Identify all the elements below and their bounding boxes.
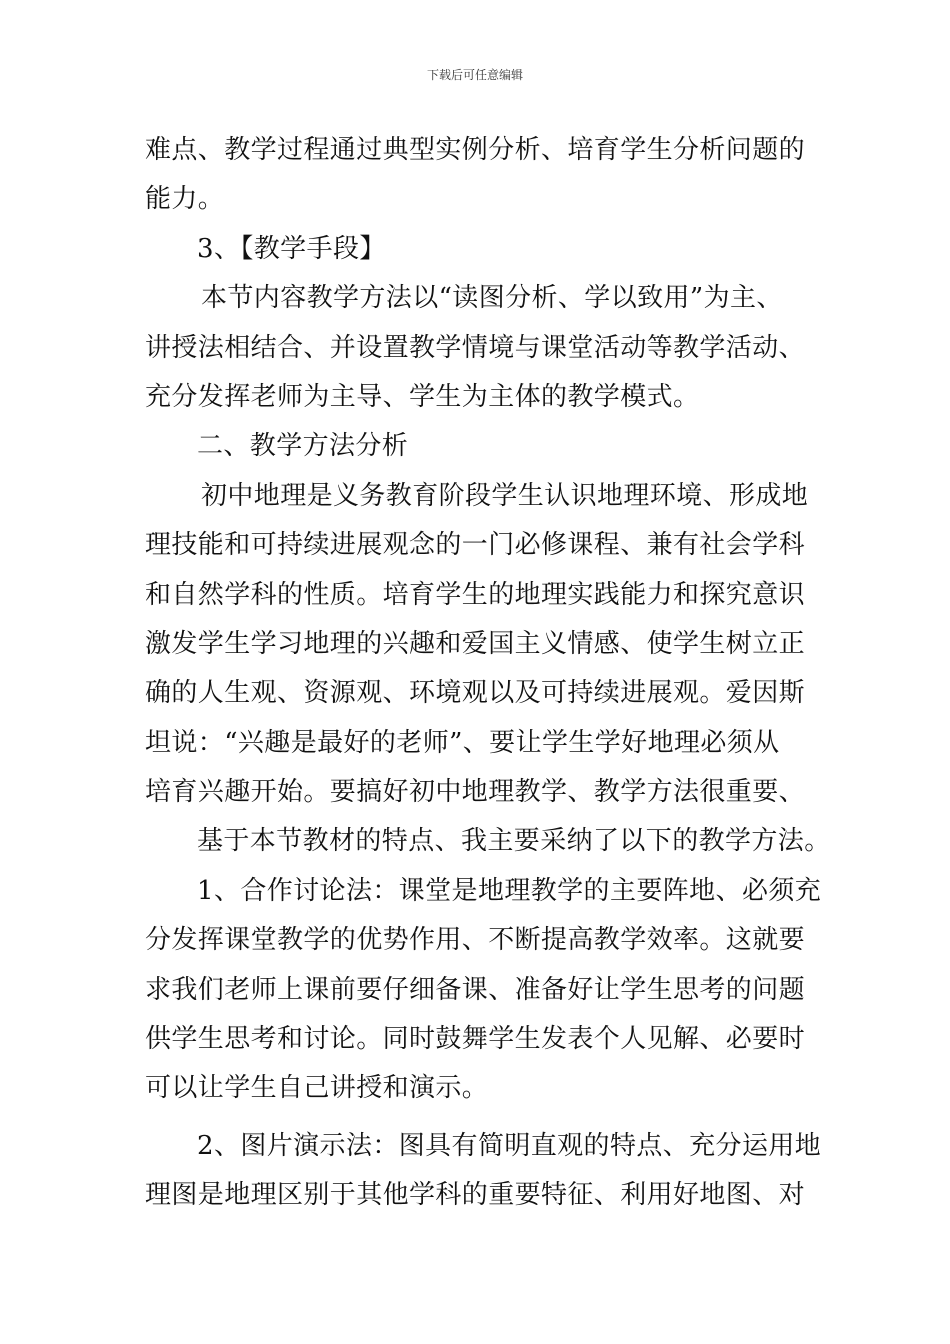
- text-line: 本节内容教学方法以“读图分析、学以致用”为主、: [201, 283, 783, 314]
- text-line: 难点、教学过程通过典型实例分析、培育学生分析问题的: [145, 135, 806, 165]
- text-line: 充分发挥老师为主导、学生为主体的教学模式。: [145, 381, 700, 412]
- text-line: 初中地理是义务教育阶段学生认识地理环境、形成地: [201, 480, 809, 511]
- text-line: 理图是地理区别于其他学科的重要特征、利用好地图、对: [145, 1180, 806, 1211]
- text-line: 供学生思考和讨论。同时鼓舞学生发表个人见解、必要时: [145, 1024, 806, 1055]
- page-header: 下载后可任意编辑: [426, 68, 523, 82]
- document-body: [145, 126, 831, 1221]
- text-line: 可以让学生自己讲授和演示。: [145, 1073, 489, 1104]
- text-line: 2、图片演示法：图具有简明直观的特点、充分运用地: [197, 1130, 822, 1161]
- text-line: 二、教学方法分析: [197, 431, 409, 462]
- text-line: 讲授法相结合、并设置教学情境与课堂活动等教学活动、: [145, 332, 806, 363]
- text-line: 坦说：“兴趣是最好的老师”、要让学生学好地理必须从: [145, 727, 780, 758]
- text-line: 基于本节教材的特点、我主要采纳了以下的教学方法。: [197, 826, 831, 857]
- text-line: 激发学生学习地理的兴趣和爱国主义情感、使学生树立正: [145, 628, 806, 659]
- text-line: 求我们老师上课前要仔细备课、准备好让学生思考的问题: [145, 974, 806, 1005]
- text-line: 3、【教学手段】: [197, 233, 386, 264]
- text-line: 理技能和可持续进展观念的一门必修课程、兼有社会学科: [145, 530, 806, 561]
- text-line: 分发挥课堂教学的优势作用、不断提高教学效率。这就要: [145, 925, 806, 956]
- text-line: 能力。: [145, 184, 225, 215]
- text-line: 培育兴趣开始。要搞好初中地理教学、教学方法很重要、: [145, 777, 806, 808]
- text-line: 1、合作讨论法：课堂是地理教学的主要阵地、必须充: [197, 875, 822, 906]
- text-line: 确的人生观、资源观、环境观以及可持续进展观。爱因斯: [145, 678, 806, 709]
- text-line: 和自然学科的性质。培育学生的地理实践能力和探究意识: [145, 579, 806, 610]
